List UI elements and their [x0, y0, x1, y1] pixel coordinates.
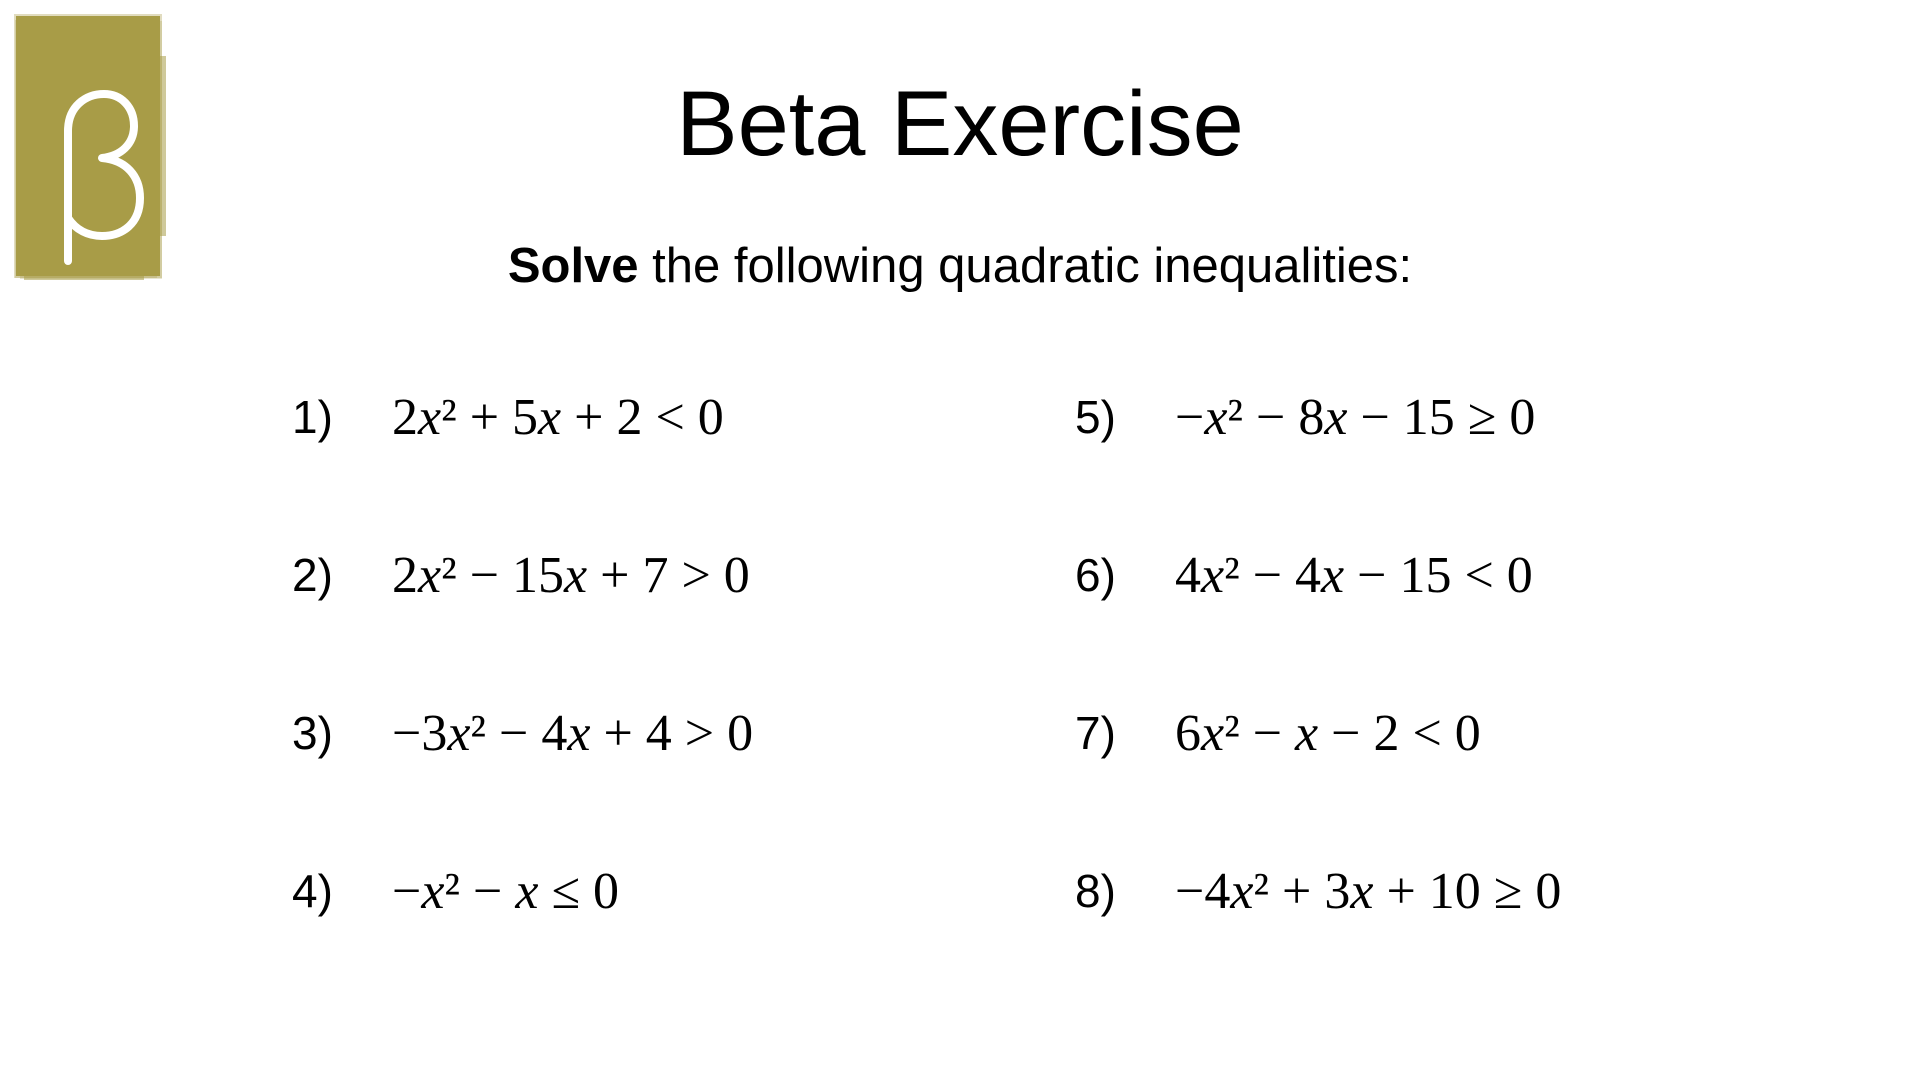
- problem-7: [1075, 698, 1481, 768]
- problem-expression: 4x² − 4x − 15 < 0: [1175, 546, 1533, 604]
- problem-number: 3): [292, 707, 333, 759]
- instructions-bold: Solve: [507, 239, 639, 293]
- problem-expression: 6x² − x − 2 < 0: [1175, 704, 1481, 762]
- problem-number: 2): [292, 549, 333, 601]
- instructions: [0, 238, 1920, 294]
- problem-5: [1075, 382, 1535, 452]
- problem-number: 4): [292, 865, 333, 917]
- problem-expression: −3x² − 4x + 4 > 0: [392, 704, 754, 762]
- problem-expression: 2x² − 15x + 7 > 0: [392, 546, 750, 604]
- problem-number: 1): [292, 391, 333, 443]
- problem-expression: 2x² + 5x + 2 < 0: [392, 388, 724, 446]
- problem-2: [292, 540, 750, 610]
- problem-number: 8): [1075, 865, 1116, 917]
- problem-1: [292, 382, 724, 452]
- problem-expression: −x² − x ≤ 0: [392, 862, 619, 920]
- problem-6: [1075, 540, 1533, 610]
- instructions-rest: the following quadratic inequalities:: [638, 239, 1413, 293]
- problem-expression: −4x² + 3x + 10 ≥ 0: [1175, 862, 1562, 920]
- problem-expression: −x² − 8x − 15 ≥ 0: [1175, 388, 1536, 446]
- problem-number: 6): [1075, 549, 1116, 601]
- page-title: Beta Exercise: [676, 73, 1244, 175]
- problem-number: 5): [1075, 391, 1116, 443]
- problem-4: [292, 856, 619, 926]
- problem-3: [292, 698, 753, 768]
- problem-number: 7): [1075, 707, 1116, 759]
- problem-8: [1075, 856, 1561, 926]
